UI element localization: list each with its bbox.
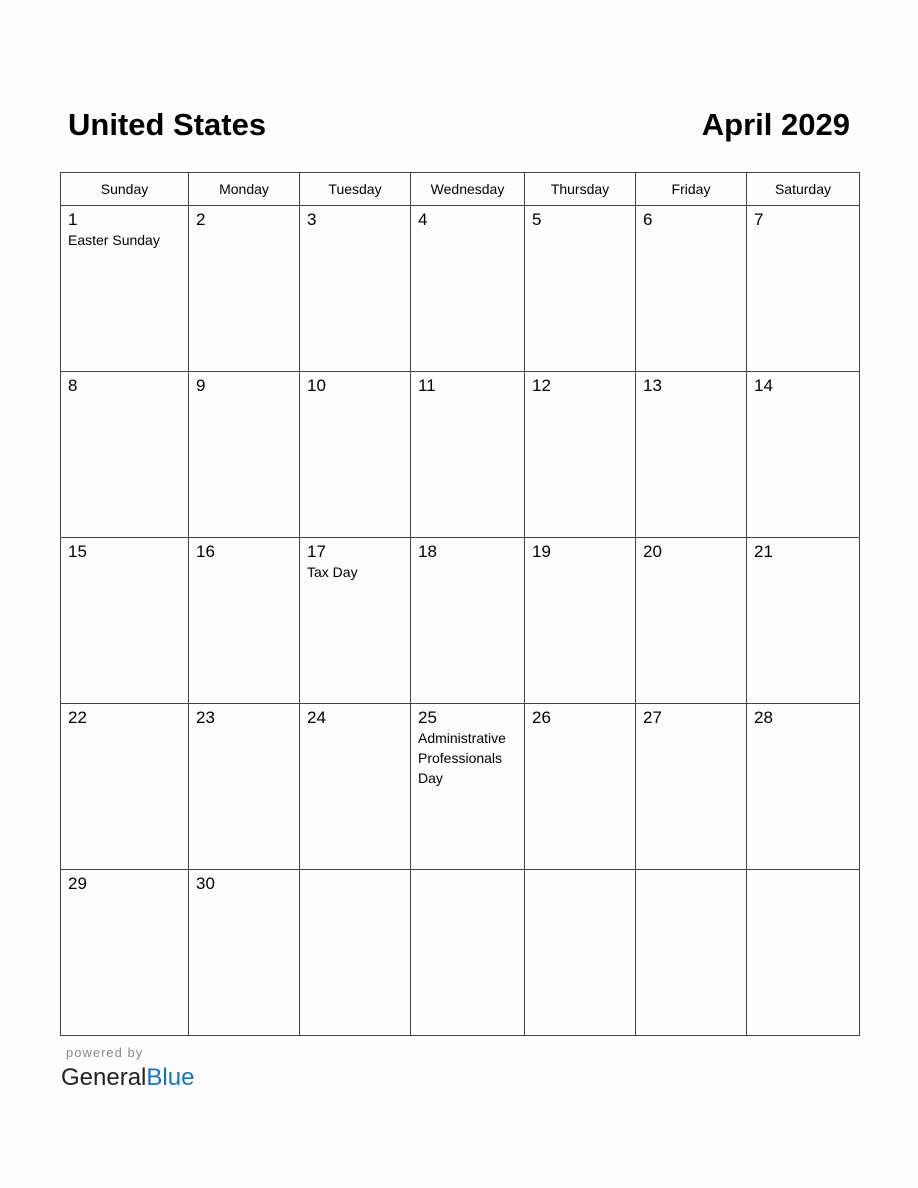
day-number: 22 bbox=[68, 708, 87, 727]
day-number: 15 bbox=[68, 542, 87, 561]
day-number: 7 bbox=[754, 210, 764, 229]
weekday-header: Monday bbox=[189, 173, 300, 206]
weekday-header: Thursday bbox=[525, 173, 636, 206]
brand-blue: Blue bbox=[146, 1064, 195, 1091]
day-number: 9 bbox=[196, 376, 206, 395]
weekday-header: Saturday bbox=[747, 173, 860, 206]
day-cell bbox=[747, 206, 860, 372]
week-row bbox=[61, 538, 860, 704]
week-row bbox=[61, 372, 860, 538]
day-number: 8 bbox=[68, 376, 78, 395]
week-row bbox=[61, 206, 860, 372]
weekday-header: Wednesday bbox=[411, 173, 525, 206]
day-number: 3 bbox=[307, 210, 317, 229]
day-cell bbox=[411, 206, 525, 372]
day-cell bbox=[525, 372, 636, 538]
day-cell bbox=[636, 704, 747, 870]
empty-day-cell bbox=[300, 870, 411, 1036]
month-year-title: April 2029 bbox=[701, 107, 850, 142]
day-number: 26 bbox=[532, 708, 551, 727]
holiday-label: Tax Day bbox=[307, 564, 358, 580]
day-cell bbox=[189, 704, 300, 870]
day-cell bbox=[636, 372, 747, 538]
day-cell bbox=[61, 372, 189, 538]
day-number: 6 bbox=[643, 210, 653, 229]
day-number: 21 bbox=[754, 542, 773, 561]
day-number: 23 bbox=[196, 708, 215, 727]
week-row bbox=[61, 704, 860, 870]
day-cell bbox=[300, 372, 411, 538]
empty-day-cell bbox=[525, 870, 636, 1036]
country-title: United States bbox=[68, 107, 267, 142]
empty-day-cell bbox=[636, 870, 747, 1036]
day-number: 16 bbox=[196, 542, 215, 561]
day-number: 4 bbox=[418, 210, 428, 229]
day-cell bbox=[636, 538, 747, 704]
weekday-header: Sunday bbox=[61, 173, 189, 206]
day-number: 11 bbox=[418, 376, 436, 395]
day-cell bbox=[300, 704, 411, 870]
day-cell bbox=[411, 704, 525, 870]
day-number: 24 bbox=[307, 708, 326, 727]
day-number: 1 bbox=[68, 210, 78, 229]
day-number: 5 bbox=[532, 210, 542, 229]
empty-day-cell bbox=[747, 870, 860, 1036]
holiday-label: Easter Sunday bbox=[68, 232, 160, 248]
day-cell bbox=[525, 206, 636, 372]
day-cell bbox=[61, 538, 189, 704]
day-cell bbox=[300, 206, 411, 372]
day-cell bbox=[636, 206, 747, 372]
day-number: 12 bbox=[532, 376, 551, 395]
day-cell bbox=[747, 538, 860, 704]
day-cell bbox=[747, 704, 860, 870]
day-cell bbox=[525, 538, 636, 704]
day-cell bbox=[747, 372, 860, 538]
day-number: 29 bbox=[68, 874, 87, 893]
holiday-label: Administrative Professionals Day bbox=[418, 730, 506, 786]
day-cell bbox=[189, 372, 300, 538]
weekday-header: Tuesday bbox=[300, 173, 411, 206]
day-number: 27 bbox=[643, 708, 662, 727]
day-number: 20 bbox=[643, 542, 662, 561]
day-cell bbox=[61, 870, 189, 1036]
weekday-header: Friday bbox=[636, 173, 747, 206]
day-number: 13 bbox=[643, 376, 662, 395]
day-number: 17 bbox=[307, 542, 326, 561]
day-cell bbox=[61, 206, 189, 372]
day-cell bbox=[189, 538, 300, 704]
calendar-grid bbox=[60, 172, 860, 1036]
day-cell bbox=[411, 372, 525, 538]
week-row bbox=[61, 870, 860, 1036]
empty-day-cell bbox=[411, 870, 525, 1036]
weekday-header-row bbox=[61, 173, 860, 206]
day-number: 18 bbox=[418, 542, 437, 561]
brand-general: General bbox=[61, 1064, 147, 1091]
day-number: 30 bbox=[196, 874, 215, 893]
day-number: 19 bbox=[532, 542, 551, 561]
day-number: 25 bbox=[418, 708, 437, 727]
day-number: 10 bbox=[307, 376, 326, 395]
powered-by-text: powered by bbox=[66, 1045, 144, 1060]
day-cell bbox=[61, 704, 189, 870]
day-number: 2 bbox=[196, 210, 206, 229]
day-cell bbox=[189, 870, 300, 1036]
day-cell bbox=[411, 538, 525, 704]
day-cell bbox=[189, 206, 300, 372]
day-number: 14 bbox=[754, 376, 773, 395]
generalblue-logo[interactable] bbox=[61, 1063, 194, 1093]
day-number: 28 bbox=[754, 708, 773, 727]
day-cell bbox=[525, 704, 636, 870]
day-cell bbox=[300, 538, 411, 704]
